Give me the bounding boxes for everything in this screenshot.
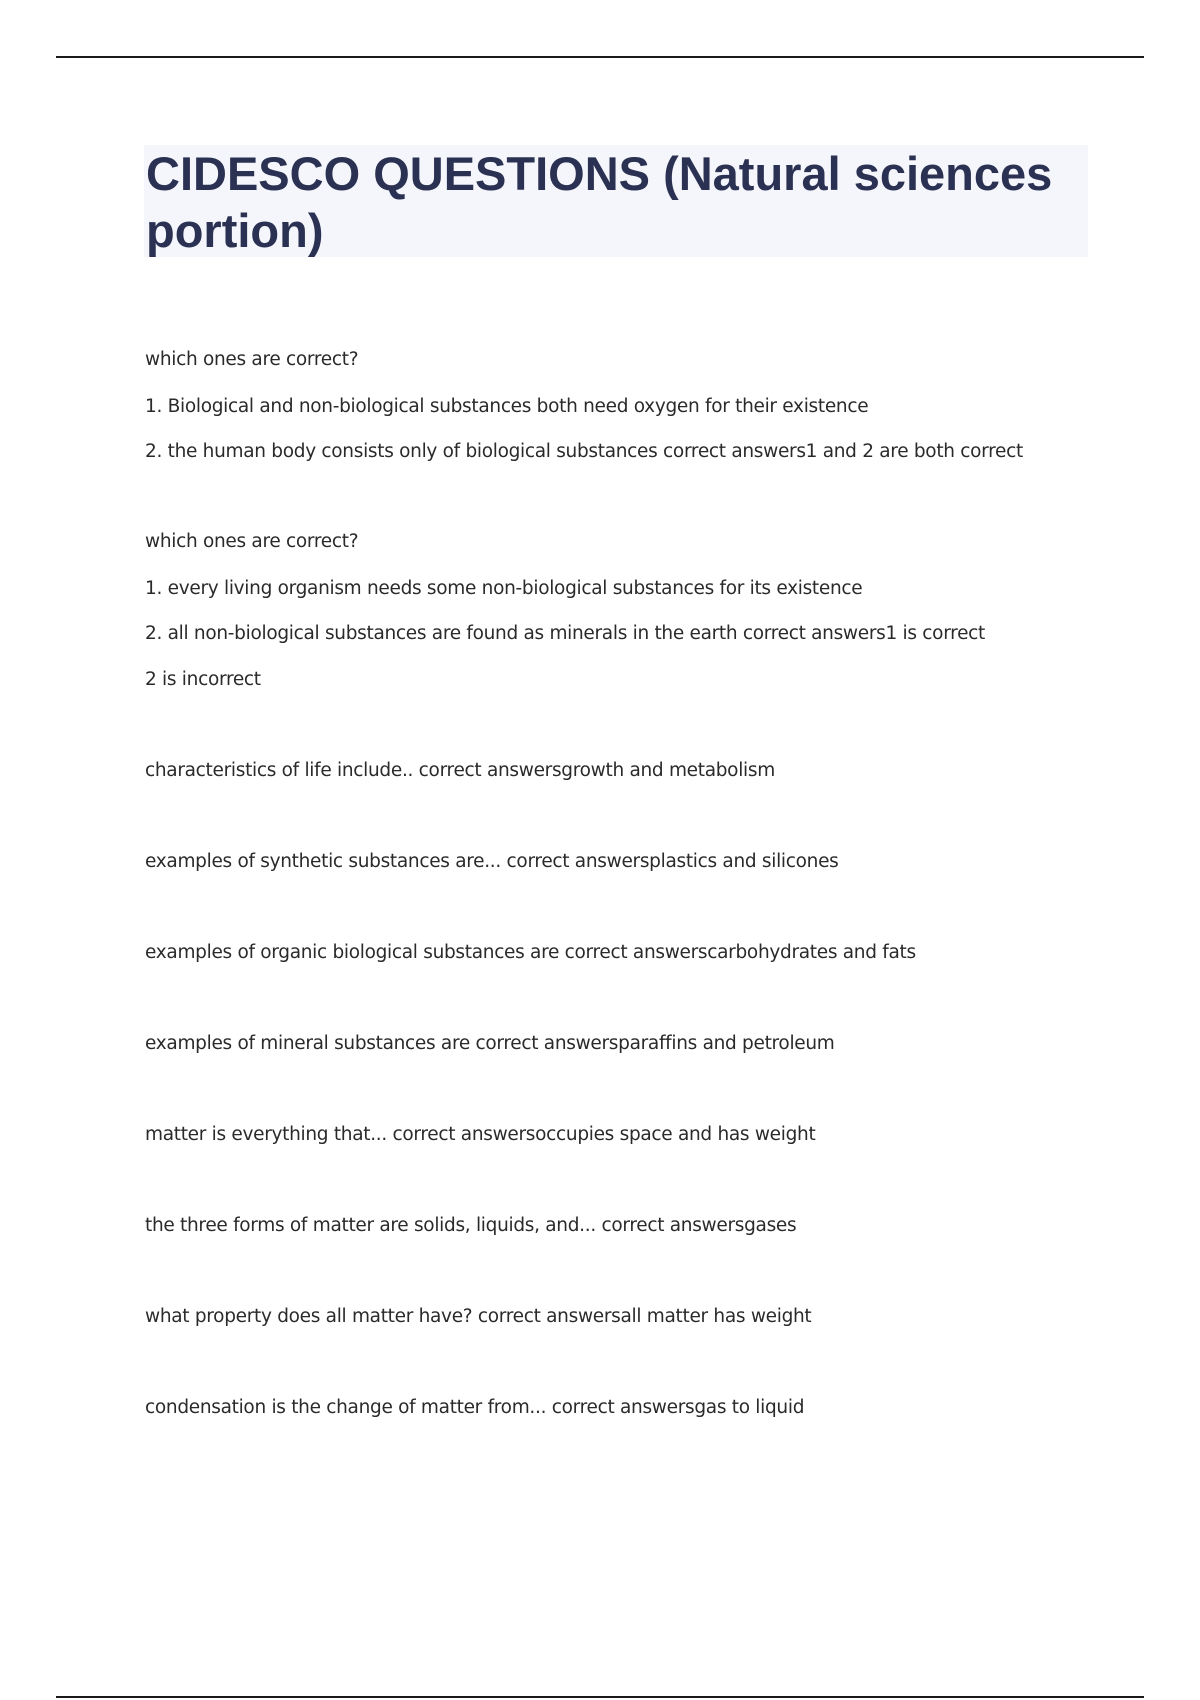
question-4: examples of synthetic substances are... correct answersplastics and silicones [145,851,839,872]
question-1-line-1: which ones are correct? [145,349,359,370]
question-2-line-3: 2. all non-biological substances are found as minerals in the earth correct answers1 is correct [145,623,985,644]
question-2-line-1: which ones are correct? [145,531,359,552]
question-2-line-4: 2 is incorrect [145,669,261,690]
document-title: CIDESCO QUESTIONS (Natural sciences portion) [146,147,1053,257]
question-3: characteristics of life include.. correct answersgrowth and metabolism [145,760,775,781]
bottom-rule [56,1696,1144,1698]
question-7: matter is everything that... correct answersoccupies space and has weight [145,1124,816,1145]
question-8: the three forms of matter are solids, liquids, and... correct answersgases [145,1215,797,1236]
question-6: examples of mineral substances are correct answersparaffins and petroleum [145,1033,835,1054]
question-1-line-2: 1. Biological and non-biological substances both need oxygen for their existence [145,396,869,417]
question-2-line-2: 1. every living organism needs some non-biological substances for its existence [145,578,863,599]
title-block [144,145,1088,257]
question-1-line-3: 2. the human body consists only of biological substances correct answers1 and 2 are both correct [145,441,1023,462]
question-9: what property does all matter have? correct answersall matter has weight [145,1306,812,1327]
top-rule [56,56,1144,58]
question-10: condensation is the change of matter from... correct answersgas to liquid [145,1397,805,1418]
question-5: examples of organic biological substances are correct answerscarbohydrates and fats [145,942,916,963]
